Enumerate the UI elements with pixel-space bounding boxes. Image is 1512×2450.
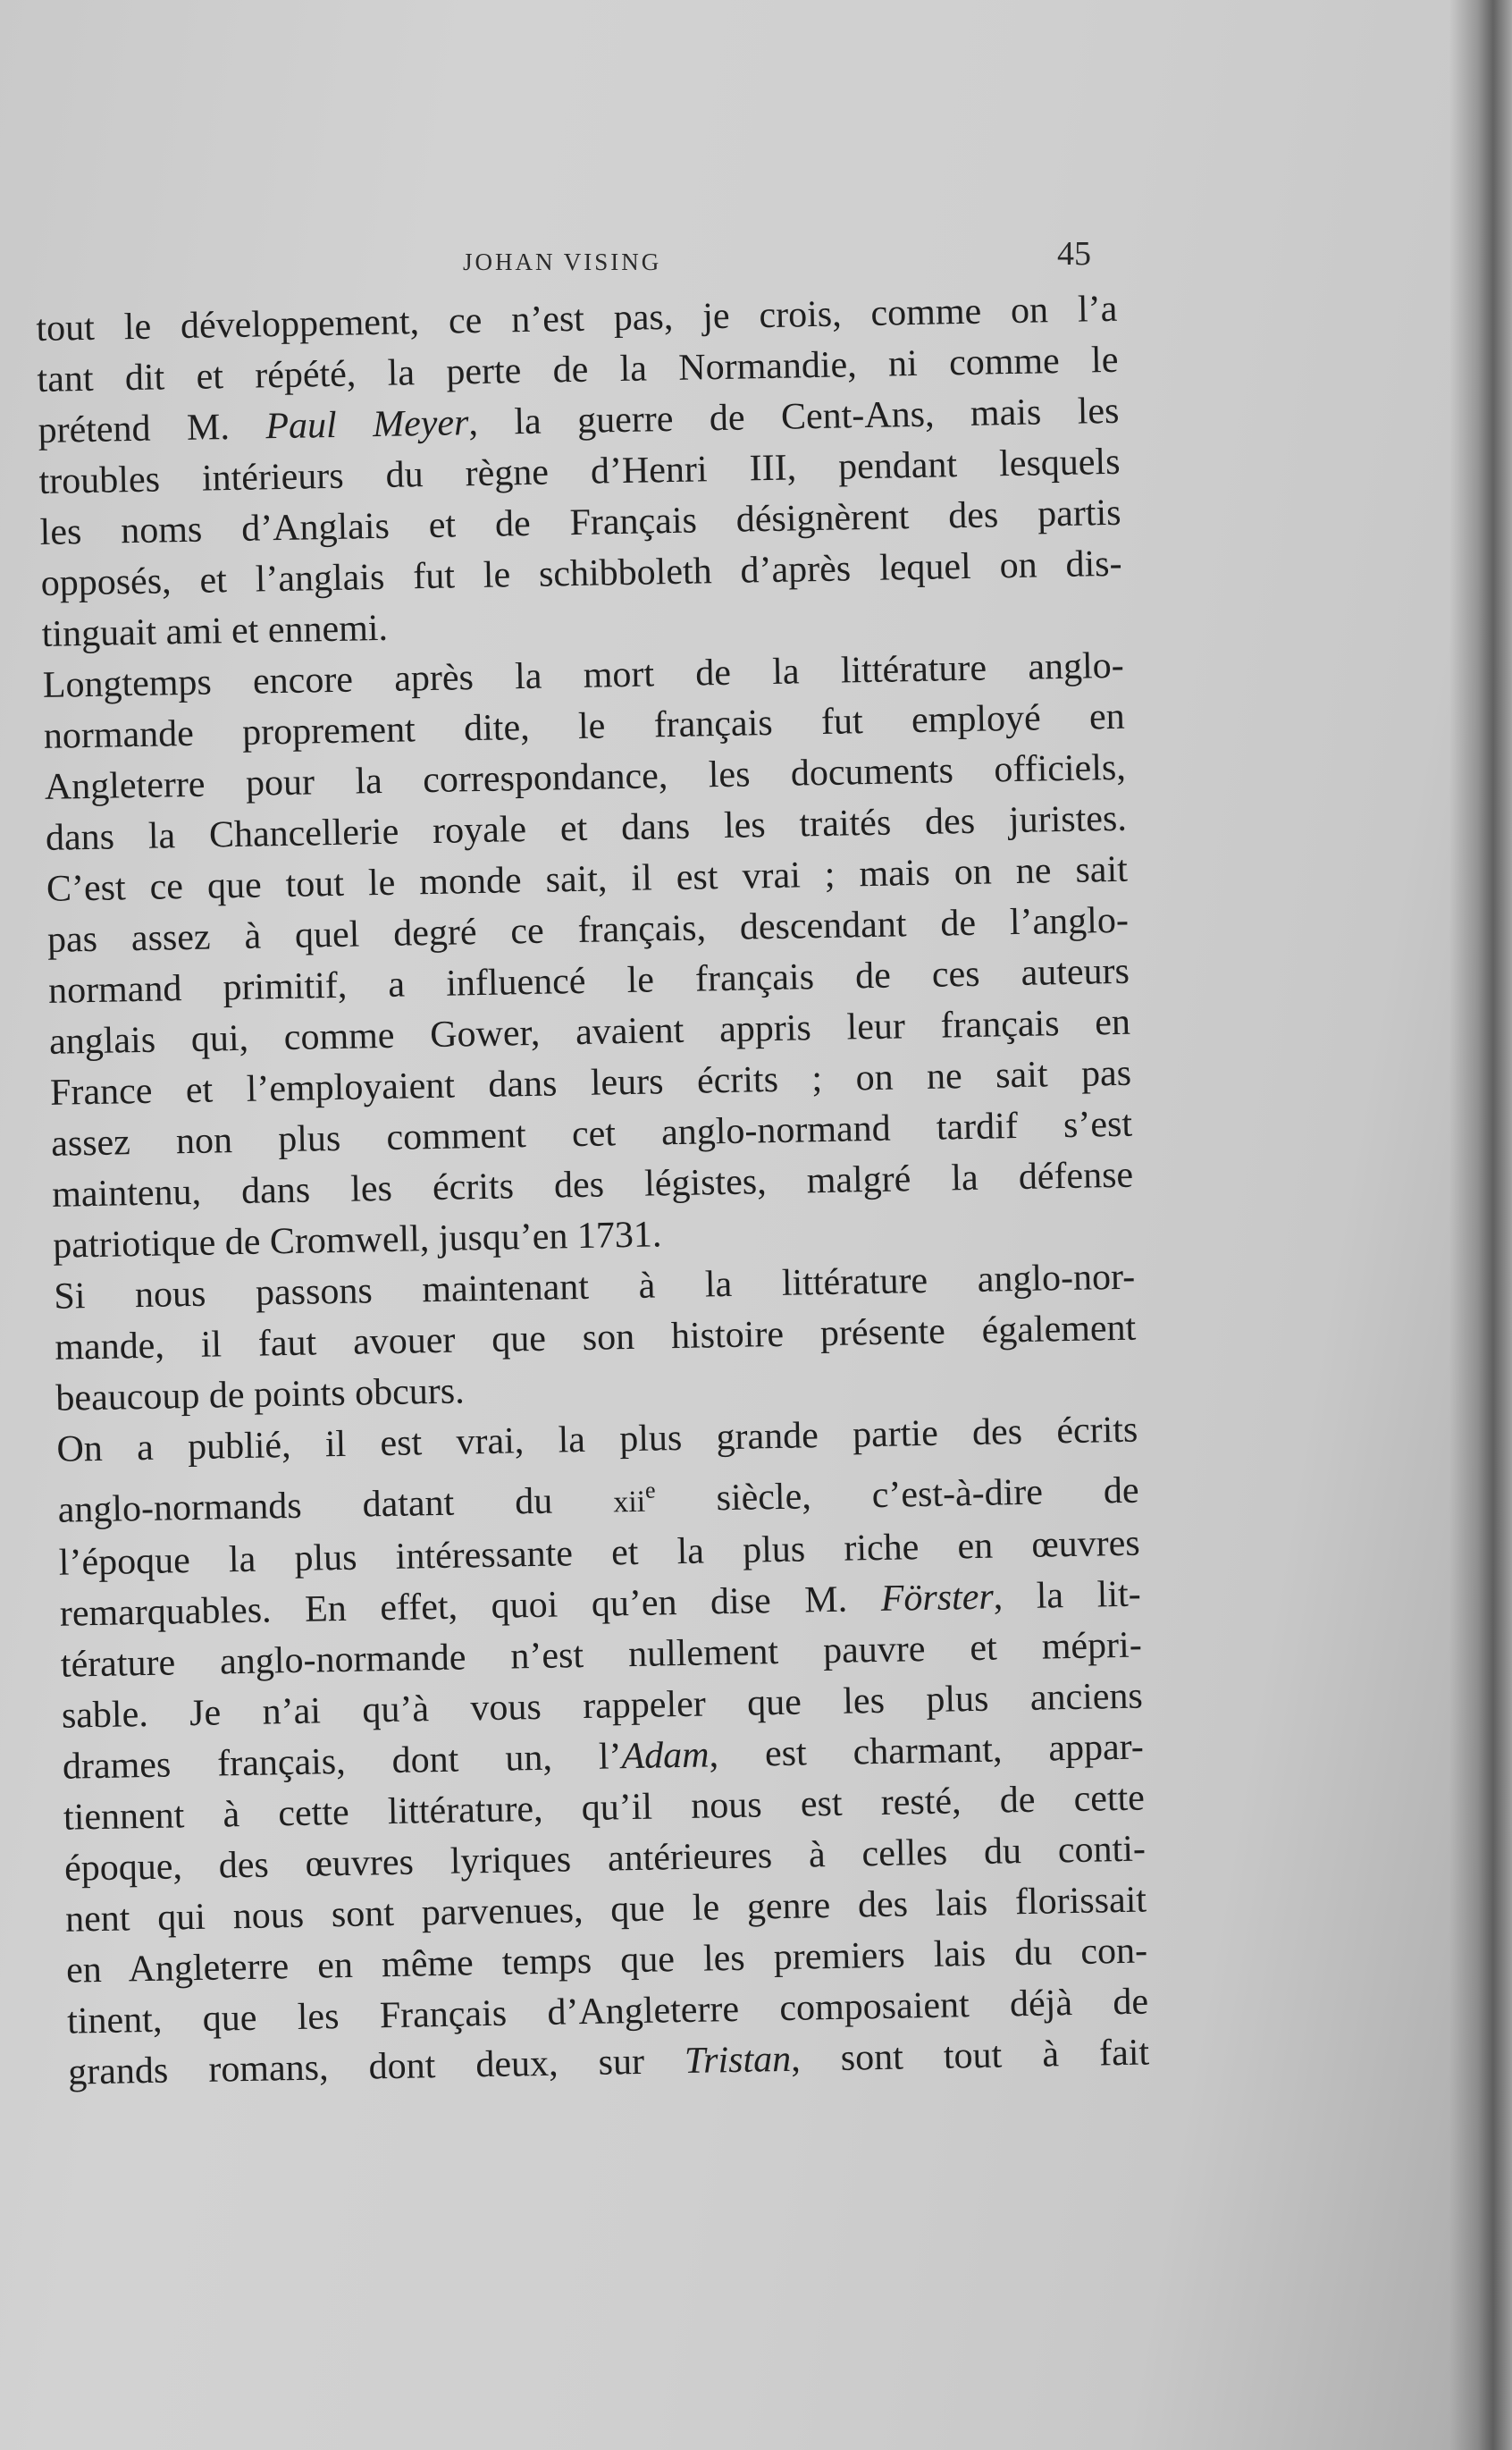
text-line: patriotique de Cromwell, jusqu’en 1731. bbox=[52, 1214, 662, 1267]
line-text: , la lit- bbox=[993, 1573, 1142, 1618]
text-line: C’est ce que tout le monde sait, il est vrai ; mais on ne sait bbox=[46, 848, 1129, 910]
italic-name: Paul Meyer bbox=[265, 402, 469, 448]
text-line: mande, il faut avouer que son histoire présente également bbox=[54, 1307, 1137, 1368]
line-text: , la guerre de Cent-Ans, mais les bbox=[467, 390, 1120, 444]
text-line: en Angleterre en même temps que les premiers lais du con- bbox=[65, 1930, 1148, 1991]
text-line: troubles intérieurs du règne d’Henri III, pendant lesquels bbox=[38, 441, 1121, 502]
text-line: tant dit et répété, la perte de la Normandie, ni comme le bbox=[37, 339, 1119, 400]
italic-name: Tristan bbox=[684, 2038, 792, 2083]
text-line: assez non plus comment cet anglo-normand tardif s’est bbox=[50, 1103, 1133, 1165]
text-line: beaucoup de points obcurs. bbox=[55, 1370, 466, 1419]
text-line: normand primitif, a influencé le français de ces auteurs bbox=[47, 950, 1130, 1012]
text-line: tinguait ami et ennemi. bbox=[41, 607, 389, 655]
line-text: , est charmant, appar- bbox=[709, 1726, 1145, 1776]
text-line: maintenu, dans les écrits des légistes, malgré la défense bbox=[51, 1154, 1134, 1216]
text-line: tinent, que les Français d’Angleterre composaient déjà de bbox=[66, 1981, 1149, 2042]
line-text: grands romans, dont deux, sur bbox=[67, 2041, 685, 2093]
superscript: e bbox=[644, 1477, 656, 1503]
body-text bbox=[36, 284, 1150, 2099]
running-head: JOHAN VISING bbox=[463, 248, 662, 275]
text-line: France et l’employaient dans leurs écrits ; on ne sait pas bbox=[49, 1052, 1132, 1114]
italic-name: Förster bbox=[880, 1576, 995, 1620]
text-line: dans la Chancellerie royale et dans les traités des juristes. bbox=[45, 797, 1128, 859]
text-line: pas assez à quel degré ce français, descendant de l’anglo- bbox=[46, 899, 1130, 961]
text-line: opposés, et l’anglais fut le schibboleth d’après lequel on dis- bbox=[40, 543, 1122, 604]
text-line: sable. Je n’ai qu’à vous rappeler que les plus anciens bbox=[61, 1675, 1144, 1737]
text-line: normande proprement dite, le français fut employé en bbox=[43, 695, 1126, 757]
text-line: époque, des œuvres lyriques antérieures à celles du conti- bbox=[63, 1828, 1147, 1890]
text-line: térature anglo-normande n’est nullement pauvre et mépri- bbox=[60, 1624, 1143, 1686]
text-line: Angleterre pour la correspondance, les documents officiels, bbox=[44, 746, 1127, 808]
page-edge-shadow bbox=[1449, 0, 1512, 2450]
line-text: drames français, dont un, l’ bbox=[62, 1736, 622, 1788]
text-line: anglais qui, comme Gower, avaient appris leur français en bbox=[48, 1001, 1131, 1063]
text-line: nent qui nous sont parvenues, que le genre des lais florissait bbox=[64, 1879, 1147, 1941]
italic-name: Adam bbox=[621, 1734, 710, 1778]
line-text: , sont tout à fait bbox=[790, 2032, 1150, 2080]
text-line: tiennent à cette littérature, qu’il nous est resté, de cette bbox=[63, 1777, 1146, 1839]
text-line: On a publié, il est vrai, la plus grande partie des écrits bbox=[56, 1409, 1138, 1470]
line-text: remarquables. En effet, quoi qu’en dise M. bbox=[59, 1578, 882, 1635]
text-line: Si nous passons maintenant à la littérature anglo-nor- bbox=[53, 1256, 1136, 1318]
text-line: Longtemps encore après la mort de la littérature anglo- bbox=[42, 644, 1125, 706]
line-text: anglo-normands datant du bbox=[57, 1479, 614, 1531]
century-numeral: xii bbox=[612, 1485, 646, 1520]
text-line: les noms d’Anglais et de Français désignèrent des partis bbox=[39, 492, 1121, 553]
page-number: 45 bbox=[1057, 235, 1091, 273]
text-line: tout le développement, ce n’est pas, je crois, comme on l’a bbox=[36, 288, 1118, 349]
text-line: l’époque la plus intéressante et la plus riche en œuvres bbox=[58, 1522, 1141, 1584]
line-text: prétend M. bbox=[38, 406, 266, 451]
line-text: siècle, c’est-à-dire de bbox=[655, 1469, 1139, 1520]
